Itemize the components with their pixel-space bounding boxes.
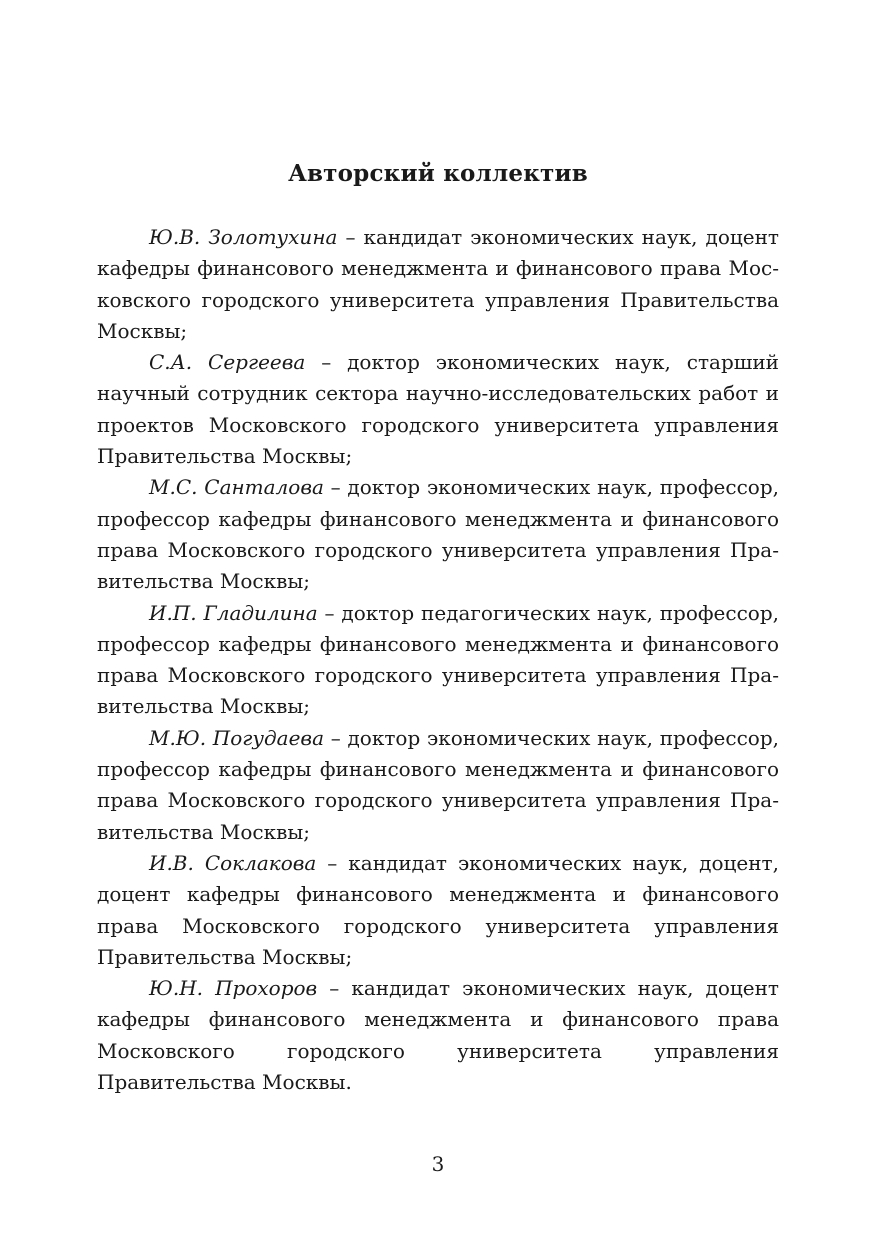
author-entry (97, 723, 779, 848)
author-name: М.Ю. Погудаева (149, 725, 324, 750)
author-name: Ю.Н. Прохоров (149, 976, 318, 1001)
author-description: – доктор педагогических наук, профессор, профессор кафедры финансового менеджмента и финансового права Московского городского университета управления Правительства Москвы; (97, 600, 779, 719)
author-name: И.В. Соклакова (149, 850, 317, 875)
author-description: – доктор экономических наук, профессор, профессор кафедры финансового менеджмента и финансового права Московского городского университета управления Правительства Москвы; (97, 725, 779, 844)
author-description: – кандидат экономических наук, доцент кафедры финансового менеджмента и финансового права Московского городского университета управления Правительства Москвы. (97, 976, 779, 1095)
page-number: 3 (431, 1152, 445, 1176)
author-description: – кандидат экономических наук, доцент, доцент кафедры финансового менеджмента и финансового права Московского городского университета управления Правительства Москвы; (97, 850, 779, 969)
page-title: Авторский коллектив (288, 160, 588, 188)
author-name: Ю.В. Золотухина (149, 225, 338, 249)
author-description: – доктор экономических наук, старший научный сотрудник сектора научно-исследовательских работ и проектов Московского городского университета управления Правительства Москвы; (97, 350, 780, 469)
author-entry (97, 598, 779, 723)
author-description: – кандидат экономических наук, доцент кафедры финансового менеджмента и финансового права Московского городского университета управления Правительства Москвы; (97, 225, 779, 343)
author-list (97, 222, 779, 1098)
author-name: С.А. Сергеева (149, 350, 306, 375)
author-entry (97, 472, 779, 597)
author-entry (97, 222, 779, 347)
author-name: И.П. Гладилина (149, 600, 318, 625)
author-name: М.С. Санталова (149, 475, 324, 500)
author-entry (97, 973, 779, 1098)
author-entry (97, 347, 779, 472)
author-description: – доктор экономических наук, профессор, профессор кафедры финансового менеджмента и финансового права Московского городского университета управления Правительства Москвы; (97, 475, 779, 594)
author-entry (97, 848, 779, 973)
